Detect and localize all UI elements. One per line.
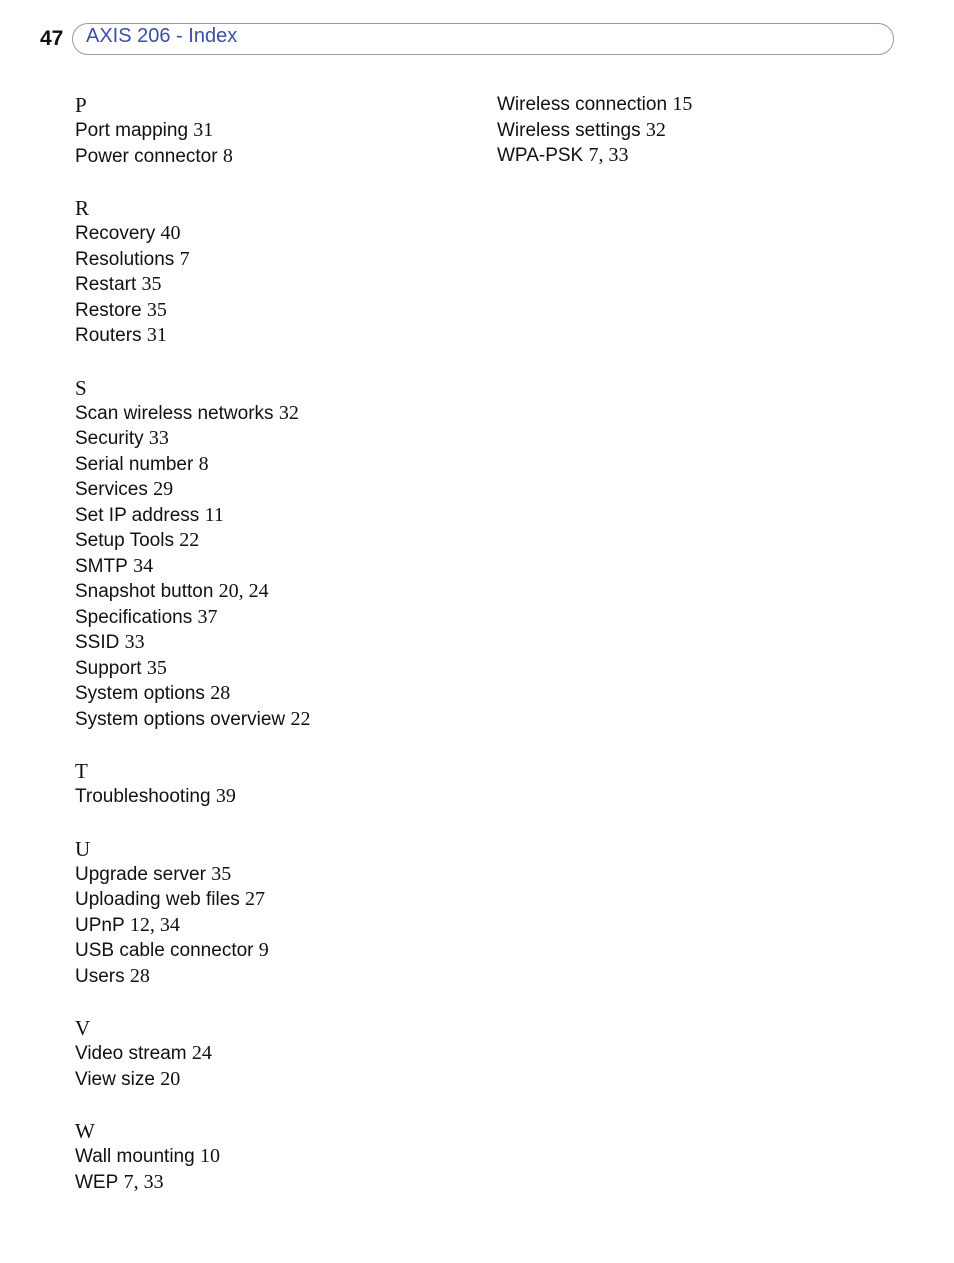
entry-page-ref: 9 (258, 939, 269, 961)
index-entry (75, 554, 310, 580)
entry-page-ref: 20, 24 (218, 580, 269, 602)
entry-page-ref: 8 (222, 144, 233, 167)
index-entry (75, 1144, 310, 1170)
index-entry (75, 247, 310, 273)
section-letter: U (75, 836, 91, 861)
entry-page-ref: 22 (179, 529, 200, 551)
document-title: AXIS 206 - Index (86, 25, 238, 47)
entry-term: WPA-PSK (497, 145, 584, 166)
entry-term: SMTP (75, 555, 128, 577)
entry-term: View size (75, 1068, 155, 1090)
index-column-left (75, 92, 310, 1221)
entry-term: Serial number (75, 453, 194, 475)
index-entry (75, 887, 310, 913)
entry-term: Upgrade server (75, 863, 206, 885)
index-section (75, 1118, 310, 1195)
entry-page-ref: 24 (191, 1042, 212, 1064)
index-section (75, 195, 310, 349)
index-entry (75, 503, 310, 529)
entry-term: Restore (75, 299, 142, 321)
index-entry (75, 118, 310, 144)
entry-page-ref: 35 (146, 298, 167, 321)
entry-page-ref: 28 (210, 682, 231, 704)
index-entry (75, 964, 310, 990)
entry-term: Recovery (75, 223, 156, 244)
entry-term: Users (75, 965, 125, 987)
entry-page-ref: 11 (204, 503, 224, 526)
entry-page-ref: 34 (133, 554, 154, 577)
index-entry (75, 298, 310, 324)
entry-term: Support (75, 657, 142, 679)
entry-term: Routers (75, 325, 142, 346)
entry-page-ref: 28 (129, 964, 150, 987)
index-entry (75, 221, 310, 247)
entry-term: Scan wireless networks (75, 402, 274, 424)
entry-page-ref: 7, 33 (123, 1170, 164, 1193)
section-letter: R (75, 196, 90, 220)
entry-term: Troubleshooting (75, 786, 211, 807)
index-entry (75, 272, 310, 298)
entry-page-ref: 22 (290, 707, 311, 730)
entry-page-ref: 7, 33 (588, 144, 629, 166)
entry-term: Power connector (75, 145, 218, 167)
entry-term: Uploading web files (75, 889, 240, 910)
entry-term: Resolutions (75, 248, 175, 270)
section-letter: V (75, 1016, 91, 1040)
entry-term: Specifications (75, 606, 193, 628)
section-letter: W (75, 1119, 95, 1143)
section-letter: P (75, 93, 87, 117)
index-entry (75, 1041, 310, 1067)
index-section (75, 836, 310, 990)
entry-page-ref: 39 (215, 785, 236, 807)
entry-term: UPnP (75, 914, 125, 936)
entry-term: Port mapping (75, 120, 189, 141)
index-section (75, 758, 310, 810)
index-section (75, 92, 310, 169)
index-entry (75, 426, 310, 452)
entry-term: Video stream (75, 1043, 187, 1064)
index-entry (75, 323, 310, 349)
entry-page-ref: 15 (672, 93, 693, 115)
index-entry (75, 681, 310, 707)
entry-term: System options (75, 683, 205, 704)
entry-term: Setup Tools (75, 530, 174, 551)
entry-page-ref: 33 (148, 427, 169, 449)
index-entry (497, 143, 692, 169)
entry-page-ref: 31 (193, 119, 214, 141)
index-entry (497, 118, 692, 144)
entry-page-ref: 33 (124, 631, 145, 653)
header-bar (72, 23, 894, 55)
entry-page-ref: 29 (153, 478, 174, 500)
index-entry (75, 528, 310, 554)
entry-page-ref: 35 (146, 656, 167, 679)
index-entry (75, 452, 310, 478)
index-section (75, 375, 310, 733)
index-entry (75, 707, 310, 733)
entry-term: SSID (75, 632, 120, 653)
index-entry (75, 144, 310, 170)
index-entry (75, 605, 310, 631)
index-entry (75, 1170, 310, 1196)
index-section (497, 92, 692, 169)
entry-term: Set IP address (75, 504, 200, 526)
entry-term: Services (75, 479, 148, 500)
entry-page-ref: 32 (278, 401, 299, 424)
entry-term: System options overview (75, 708, 286, 730)
index-section (75, 1015, 310, 1092)
entry-term: Wireless connection (497, 94, 668, 115)
entry-term: Wireless settings (497, 119, 641, 141)
index-entry (497, 92, 692, 118)
index-entry (75, 656, 310, 682)
index-entry (75, 630, 310, 656)
entry-page-ref: 20 (160, 1067, 181, 1090)
index-entry (75, 938, 310, 964)
entry-page-ref: 37 (197, 605, 218, 628)
entry-page-ref: 27 (245, 888, 266, 910)
entry-page-ref: 35 (141, 273, 162, 295)
entry-page-ref: 31 (146, 324, 167, 346)
entry-page-ref: 35 (211, 862, 232, 885)
entry-page-ref: 8 (198, 452, 209, 475)
index-entry (75, 862, 310, 888)
section-letter: T (75, 759, 88, 783)
index-entry (75, 1067, 310, 1093)
entry-page-ref: 32 (645, 118, 666, 141)
entry-term: Security (75, 428, 144, 449)
index-entry (75, 579, 310, 605)
entry-page-ref: 10 (199, 1145, 220, 1167)
entry-term: Wall mounting (75, 1146, 195, 1167)
index-entry (75, 477, 310, 503)
index-entry (75, 401, 310, 427)
index-entry (75, 784, 310, 810)
entry-term: USB cable connector (75, 940, 254, 961)
entry-page-ref: 12, 34 (129, 913, 180, 936)
entry-page-ref: 40 (160, 222, 181, 244)
entry-term: Snapshot button (75, 581, 214, 602)
entry-term: Restart (75, 274, 137, 295)
entry-page-ref: 7 (179, 247, 190, 270)
index-column-right (497, 92, 692, 195)
section-letter: S (75, 375, 87, 400)
page-number: 47 (40, 27, 64, 50)
index-entry (75, 913, 310, 939)
entry-term: WEP (75, 1171, 119, 1193)
